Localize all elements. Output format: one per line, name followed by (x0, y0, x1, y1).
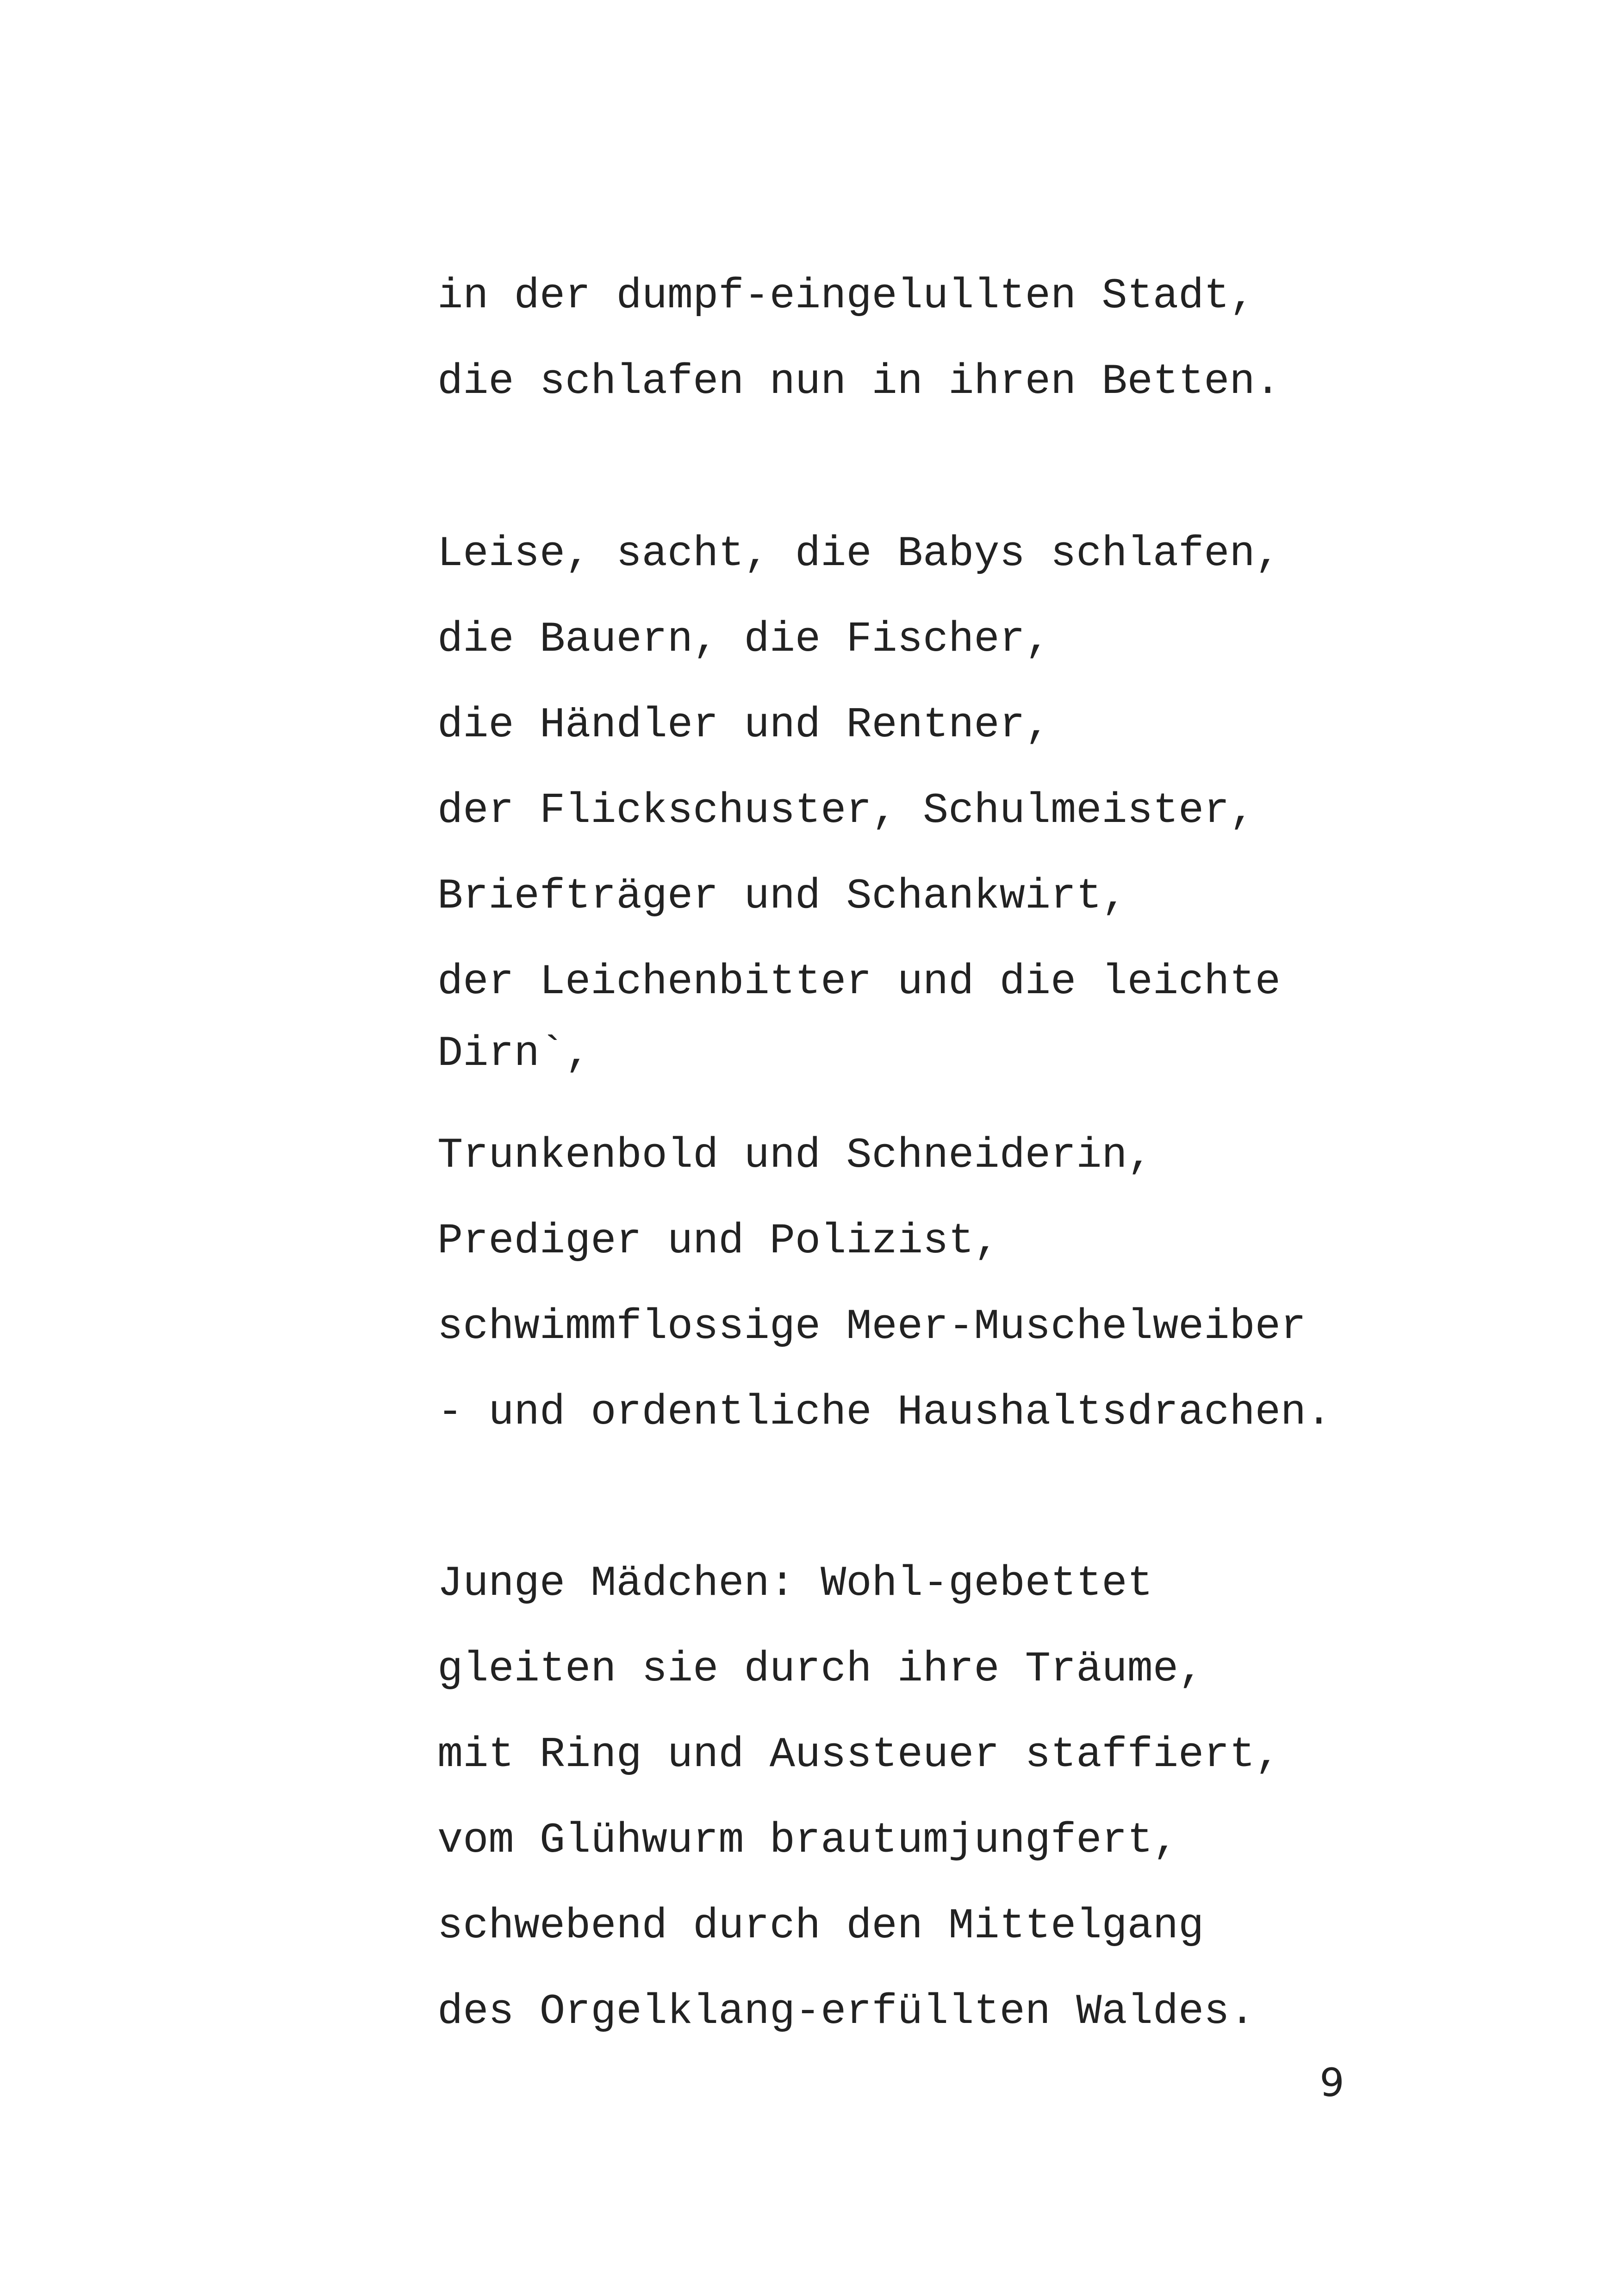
poem-line: des Orgelklang-erfüllten Waldes. (437, 1987, 1255, 2036)
poem-line: Briefträger und Schankwirt, (437, 872, 1127, 921)
poem-line: der Leichenbitter und die leichte (437, 958, 1281, 1006)
poem-line: schwebend durch den Mittelgang (437, 1902, 1204, 1950)
poem-line: schwimmflossige Meer-Muschelweiber (437, 1302, 1307, 1351)
poem-line: mit Ring und Aussteuer staffiert, (437, 1730, 1281, 1779)
poem-line: Dirn`, (437, 1029, 591, 1078)
poem-line: die schlafen nun in ihren Betten. (437, 357, 1281, 406)
page-number: 9 (1319, 2060, 1344, 2105)
poem-line: Trunkenbold und Schneiderin, (437, 1131, 1153, 1180)
poem-line: vom Glühwurm brautumjungfert, (437, 1816, 1179, 1865)
poem-line: die Händler und Rentner, (437, 701, 1051, 749)
poem-line: Prediger und Polizist, (437, 1217, 1000, 1265)
poem-text (437, 0, 1548, 2036)
poem-line: die Bauern, die Fischer, (437, 615, 1051, 664)
poem-line: gleiten sie durch ihre Träume, (437, 1645, 1204, 1693)
poem-line: in der dumpf-eingelullten Stadt, (437, 272, 1255, 320)
poem-line: Leise, sacht, die Babys schlafen, (437, 529, 1281, 578)
poem-line: Junge Mädchen: Wohl-gebettet (437, 1559, 1153, 1608)
poem-line: der Flickschuster, Schulmeister, (437, 786, 1255, 835)
poem-line: - und ordentliche Haushaltsdrachen. (437, 1388, 1332, 1437)
